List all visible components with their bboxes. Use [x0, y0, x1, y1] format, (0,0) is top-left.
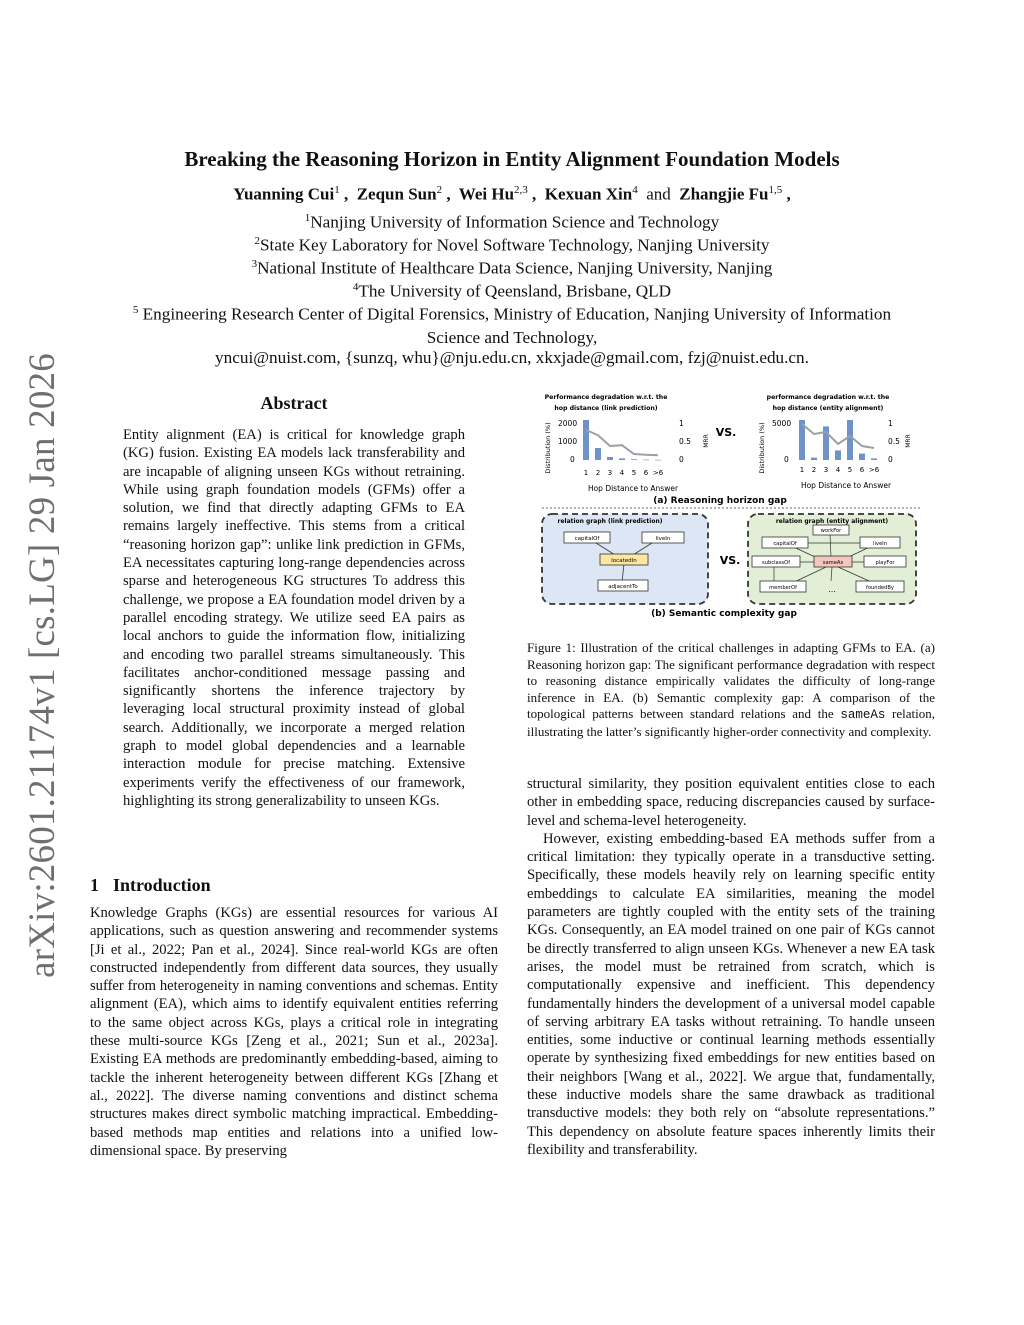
chart-bar	[859, 454, 865, 460]
abstract-heading: Abstract	[260, 393, 328, 413]
chart-bar	[655, 460, 661, 461]
chart-xtick: >6	[652, 469, 664, 477]
author-list: Yuanning Cui$^1$ , Zequn Sun$^2$ , Wei Hu$^{2,3}$ , Kexuan Xin$^4$ and Zhangjie Fu$^{1,5}$ ,	[233, 184, 791, 204]
chart-a-y2tick: 1	[679, 419, 684, 428]
chart-bar	[595, 448, 601, 460]
author: Kexuan Xin	[544, 184, 633, 204]
graph-left-title: relation graph (link prediction)	[557, 518, 663, 525]
chart-a-xlabel: Hop Distance to Answer	[587, 484, 679, 493]
chart-link-prediction	[544, 394, 710, 493]
author: Zequn Sun	[356, 184, 437, 204]
chart-a-y2tick: 0	[679, 455, 684, 464]
paragraph: However, existing embedding-based EA methods suffer from a critical limitation: they typically operate in a transductive setting. Specifically, these models heavily rely on learning specific entity embeddings to calculate EA similarities, meaning the model parameters are tightly coupled with the entity sets of the training KGs. Consequently, an EA model trained on one pair of KGs cannot be directly transferred to align unseen KGs. Whenever a new EA task arises, the model must be retrained from scratch, which is computationally expensive and inefficient. This dependency fundamentally hinders the development of a universal model capable of serving arbitrary EA tasks without retraining. To handle unseen entities, some inductive or continual learning methods essentially operate by synthesizing fixed embeddings for new entities based on their neighbors [Wang et al., 2022]. We argue that, fundamentally, these inductive models share the same drawback as traditional transductive models: they both rely on “absolute representations.” This dependency on absolute feature spaces inherently limits their flexibility and transferability.	[527, 830, 935, 1158]
graph-node: memberOf	[769, 585, 797, 591]
chart-a-y2label: MRR	[703, 434, 710, 448]
abstract-body: Entity alignment (EA) is critical for knowledge graph (KG) fusion. Existing EA models lack transferability and are incapable of aligning unseen KGs without retraining. While using graph foundation models (GFMs) offer a solution, we find that directly adapting GFMs to EA remains largely ineffective. This stems from a critical “reasoning horizon gap”: unlike link prediction in GFMs, EA necessitates capturing long-range dependencies across sparse and heterogeneous KG structures To address this challenge, we propose a EA foundation model driven by a parallel encoding strategy. We utilize seed EA pairs as local anchors to guide the information flow, initializing and encoding two parallel streams simultaneously. This facilitates anchor-conditioned message passing and significantly shortens the inference trajectory by leveraging local structural proximity instead of global search. Additionally, we incorporate a merged relation graph to model global dependencies and a learnable interaction module for precise matching. Extensive experiments verify the effectiveness of our framework, highlighting its strong generalizability to unseen KGs.	[123, 427, 465, 809]
paragraph: structural similarity, they position equivalent entities close to each other in embedding space, reducing discrepancies caused by surface-level and schema-level heterogeneity.	[527, 776, 935, 829]
chart-xtick: 6	[643, 469, 649, 477]
chart-b-title-2: hop distance (entity alignment)	[772, 405, 884, 412]
chart-bar	[847, 420, 853, 460]
graph-node: capitalOf	[773, 541, 797, 547]
arxiv-stamp: arXiv:2601.21174v1 [cs.LG] 29 Jan 2026	[21, 352, 63, 978]
author: Yuanning Cui	[233, 184, 335, 204]
chart-xtick: 4	[619, 469, 625, 477]
graph-link-prediction	[542, 514, 708, 604]
chart-bar	[835, 450, 841, 460]
chart-b-y2tick: 0	[888, 455, 893, 464]
chart-b-title-1: performance degradation w.r.t. the	[766, 394, 890, 401]
chart-entity-alignment	[758, 394, 912, 490]
chart-a-ytick: 0	[570, 455, 575, 464]
vs-label: VS.	[715, 426, 737, 439]
intro-left-column: Knowledge Graphs (KGs) are essential resources for various AI applications, such as question answering and recommender systems [Ji et al., 2022; Pan et al., 2024]. Since real-world KGs are often constructed independently from different data sources, they usually suffer from heterogeneity in naming conventions and schemas. Entity alignment (EA), which aims to identify equivalent entities referring to the same object across KGs, plays a critical role in integrating these multi-source KGs [Zeng et al., 2021; Sun et al., 2023a]. Existing EA methods are predominantly embedding-based, aiming to tackle the inherent heterogeneity between different KGs [Zhang et al., 2022]. The diverse naming conventions and distinct schema structures makes direct symbolic matching impractical. Embedding-based methods map entities and relations into a unified low-dimensional space. By preserving	[90, 905, 498, 1159]
graph-node: sameAs	[822, 560, 844, 566]
chart-b-ytick: 5000	[772, 419, 792, 428]
chart-bar	[643, 460, 649, 461]
chart-b-mrr-line	[802, 424, 874, 448]
panel-b-label: (b) Semantic complexity gap	[651, 609, 797, 619]
chart-bar	[871, 458, 877, 460]
chart-a-title-2: hop distance (link prediction)	[554, 405, 658, 412]
chart-bar	[619, 458, 625, 460]
vs-label: VS.	[719, 554, 741, 567]
author-emails: yncui@nuist.com, {sunzq, whu}@nju.edu.cn, xkxjade@gmail.com, fzj@nuist.edu.cn.	[215, 348, 809, 367]
chart-xtick: 3	[823, 466, 829, 474]
chart-bar	[631, 459, 637, 460]
chart-a-ytick: 2000	[558, 419, 578, 428]
chart-xtick: 3	[607, 469, 613, 477]
affiliation: $^1$Nanjing University of Information Science and Technology	[304, 212, 720, 232]
figure-1	[538, 386, 924, 624]
graph-right-title: relation graph (entity alignment)	[775, 518, 889, 525]
affiliation: $^5$ Engineering Research Center of Digital Forensics, Ministry of Education, Nanjing University of Information Science and Technology,	[132, 304, 892, 347]
chart-a-ytick: 1000	[558, 437, 578, 446]
chart-a-ylabel: Distribution (%)	[544, 422, 552, 474]
section-heading: 1 Introduction	[90, 875, 211, 895]
chart-a-title-1: Performance degradation w.r.t. the	[544, 394, 668, 401]
graph-node: subclassOf	[761, 560, 791, 566]
author: Zhangjie Fu	[679, 184, 769, 204]
graph-node: foundedBy	[866, 585, 894, 591]
graph-node: capitalOf	[574, 536, 600, 542]
graph-ellipsis: ...	[828, 585, 836, 594]
chart-b-ylabel: Distribution (%)	[758, 422, 766, 474]
figure-1-svg	[538, 386, 924, 624]
chart-a-y2tick: 0.5	[679, 437, 691, 446]
chart-b-y2tick: 1	[888, 419, 893, 428]
chart-b-xlabel: Hop Distance to Answer	[800, 481, 892, 490]
paper-title: Breaking the Reasoning Horizon in Entity Alignment Foundation Models	[184, 147, 840, 171]
graph-node: liveIn	[873, 541, 887, 547]
chart-bar	[583, 420, 589, 460]
graph-node: adjacentTo	[608, 584, 638, 590]
chart-xtick: 1	[799, 466, 805, 474]
graph-node: liveIn	[655, 536, 671, 542]
affiliation: $^2$State Key Laboratory for Novel Software Technology, Nanjing University	[254, 235, 770, 255]
chart-xtick: 5	[847, 466, 853, 474]
chart-b-y2label: MRR	[905, 434, 912, 448]
panel-a-label: (a) Reasoning horizon gap	[653, 496, 787, 506]
chart-b-y2tick: 0.5	[888, 437, 900, 446]
chart-xtick: 2	[811, 466, 817, 474]
chart-bar	[811, 458, 817, 460]
affiliation: $^4$The University of Qeensland, Brisbane, QLD	[352, 281, 672, 301]
chart-xtick: 6	[859, 466, 865, 474]
chart-xtick: 5	[631, 469, 637, 477]
author: Wei Hu	[458, 184, 515, 204]
chart-xtick: 1	[583, 469, 589, 477]
chart-xtick: 2	[595, 469, 601, 477]
figure-caption: Figure 1: Illustration of the critical challenges in adapting GFMs to EA. (a) Reasoning horizon gap: The significant performance degradation with respect to reasoning distance empirically validates the difficulty of long-range inference in EA. (b) Semantic complexity gap: A comparison of the topological patterns between standard relations and the sameAs relation, illustrating the latter’s significantly higher-order connectivity and complexity.	[527, 640, 935, 739]
chart-xtick: 4	[835, 466, 841, 474]
chart-b-ytick: 0	[784, 455, 789, 464]
chart-bar	[607, 457, 613, 460]
graph-node: workFor	[820, 528, 842, 534]
graph-entity-alignment	[748, 514, 916, 604]
graph-node: playFor	[875, 560, 895, 566]
chart-xtick: >6	[868, 466, 880, 474]
affiliation: $^3$National Institute of Healthcare Data Science, Nanjing University, Nanjing	[251, 258, 773, 278]
intro-right-column	[527, 775, 935, 1159]
graph-node: locatedIn	[611, 558, 637, 564]
